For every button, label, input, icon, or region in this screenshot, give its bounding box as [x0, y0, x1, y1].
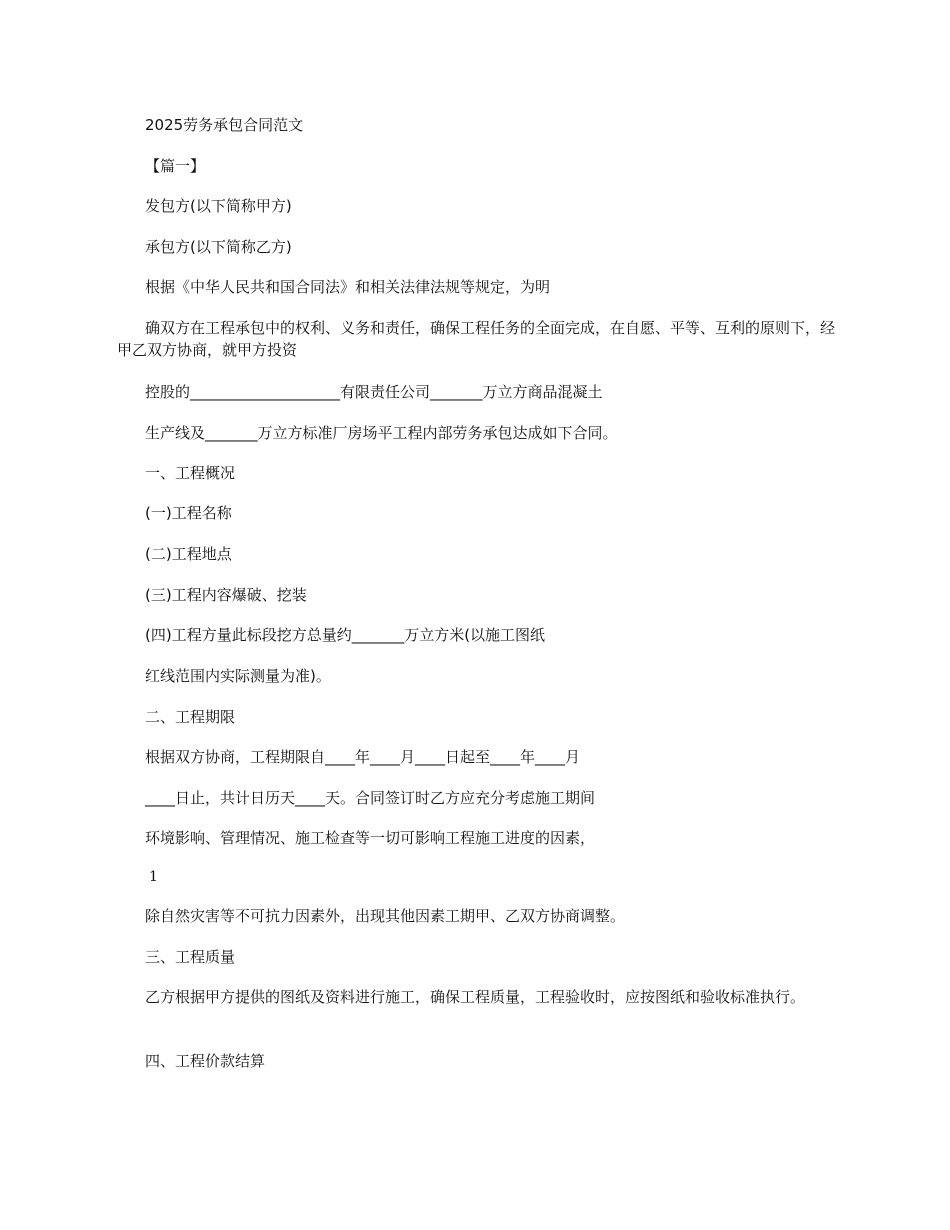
paragraph-company: 控股的____________________有限责任公司_______万立方商品混凝土 [145, 383, 603, 401]
paragraph-party-b: 承包方(以下简称乙方) [145, 238, 292, 256]
heading-project-overview: 一、工程概况 [145, 464, 236, 482]
paragraph-rights-duties: 确双方在工程承包中的权利、义务和责任，确保工程任务的全面完成，在自愿、平等、互利的原则下，经甲乙双方协商，就甲方投资 [117, 319, 836, 359]
heading-project-quality: 三、工程质量 [145, 948, 236, 966]
paragraph-force-majeure: 除自然灾害等不可抗力因素外，出现其他因素工期甲、乙双方协商调整。 [145, 907, 626, 925]
item-project-content: (三)工程内容爆破、挖装 [145, 586, 307, 604]
document-title: 2025劳务承包合同范文 [145, 116, 304, 134]
section-heading: 【篇一】 [145, 157, 206, 175]
heading-price-settlement: 四、工程价款结算 [145, 1052, 266, 1070]
paragraph-quality-standard: 乙方根据甲方提供的图纸及资料进行施工，确保工程质量，工程验收时，应按图纸和验收标准执行。 [145, 988, 806, 1006]
item-project-volume: (四)工程方量此标段挖方总量约_______万立方米(以施工图纸 [145, 626, 546, 644]
item-measurement-note: 红线范围内实际测量为准)。 [145, 667, 331, 685]
page-number: 1 [149, 869, 158, 885]
heading-project-period: 二、工程期限 [145, 708, 236, 726]
paragraph-period-dates: 根据双方协商，工程期限自____年____月____日起至____年____月 [145, 748, 581, 766]
paragraph-legal-basis: 根据《中华人民共和国合同法》和相关法律法规等规定，为明 [145, 278, 551, 296]
item-project-name: (一)工程名称 [145, 504, 232, 522]
paragraph-party-a: 发包方(以下简称甲方) [145, 197, 292, 215]
item-project-location: (二)工程地点 [145, 545, 232, 563]
paragraph-period-factors: 环境影响、管理情况、施工检查等一切可影响工程施工进度的因素， [145, 829, 596, 847]
paragraph-period-days: ____日止，共计日历天____天。合同签订时乙方应充分考虑施工期间 [145, 789, 596, 807]
paragraph-production-line: 生产线及_______万立方标准厂房场平工程内部劳务承包达成如下合同。 [145, 424, 618, 442]
